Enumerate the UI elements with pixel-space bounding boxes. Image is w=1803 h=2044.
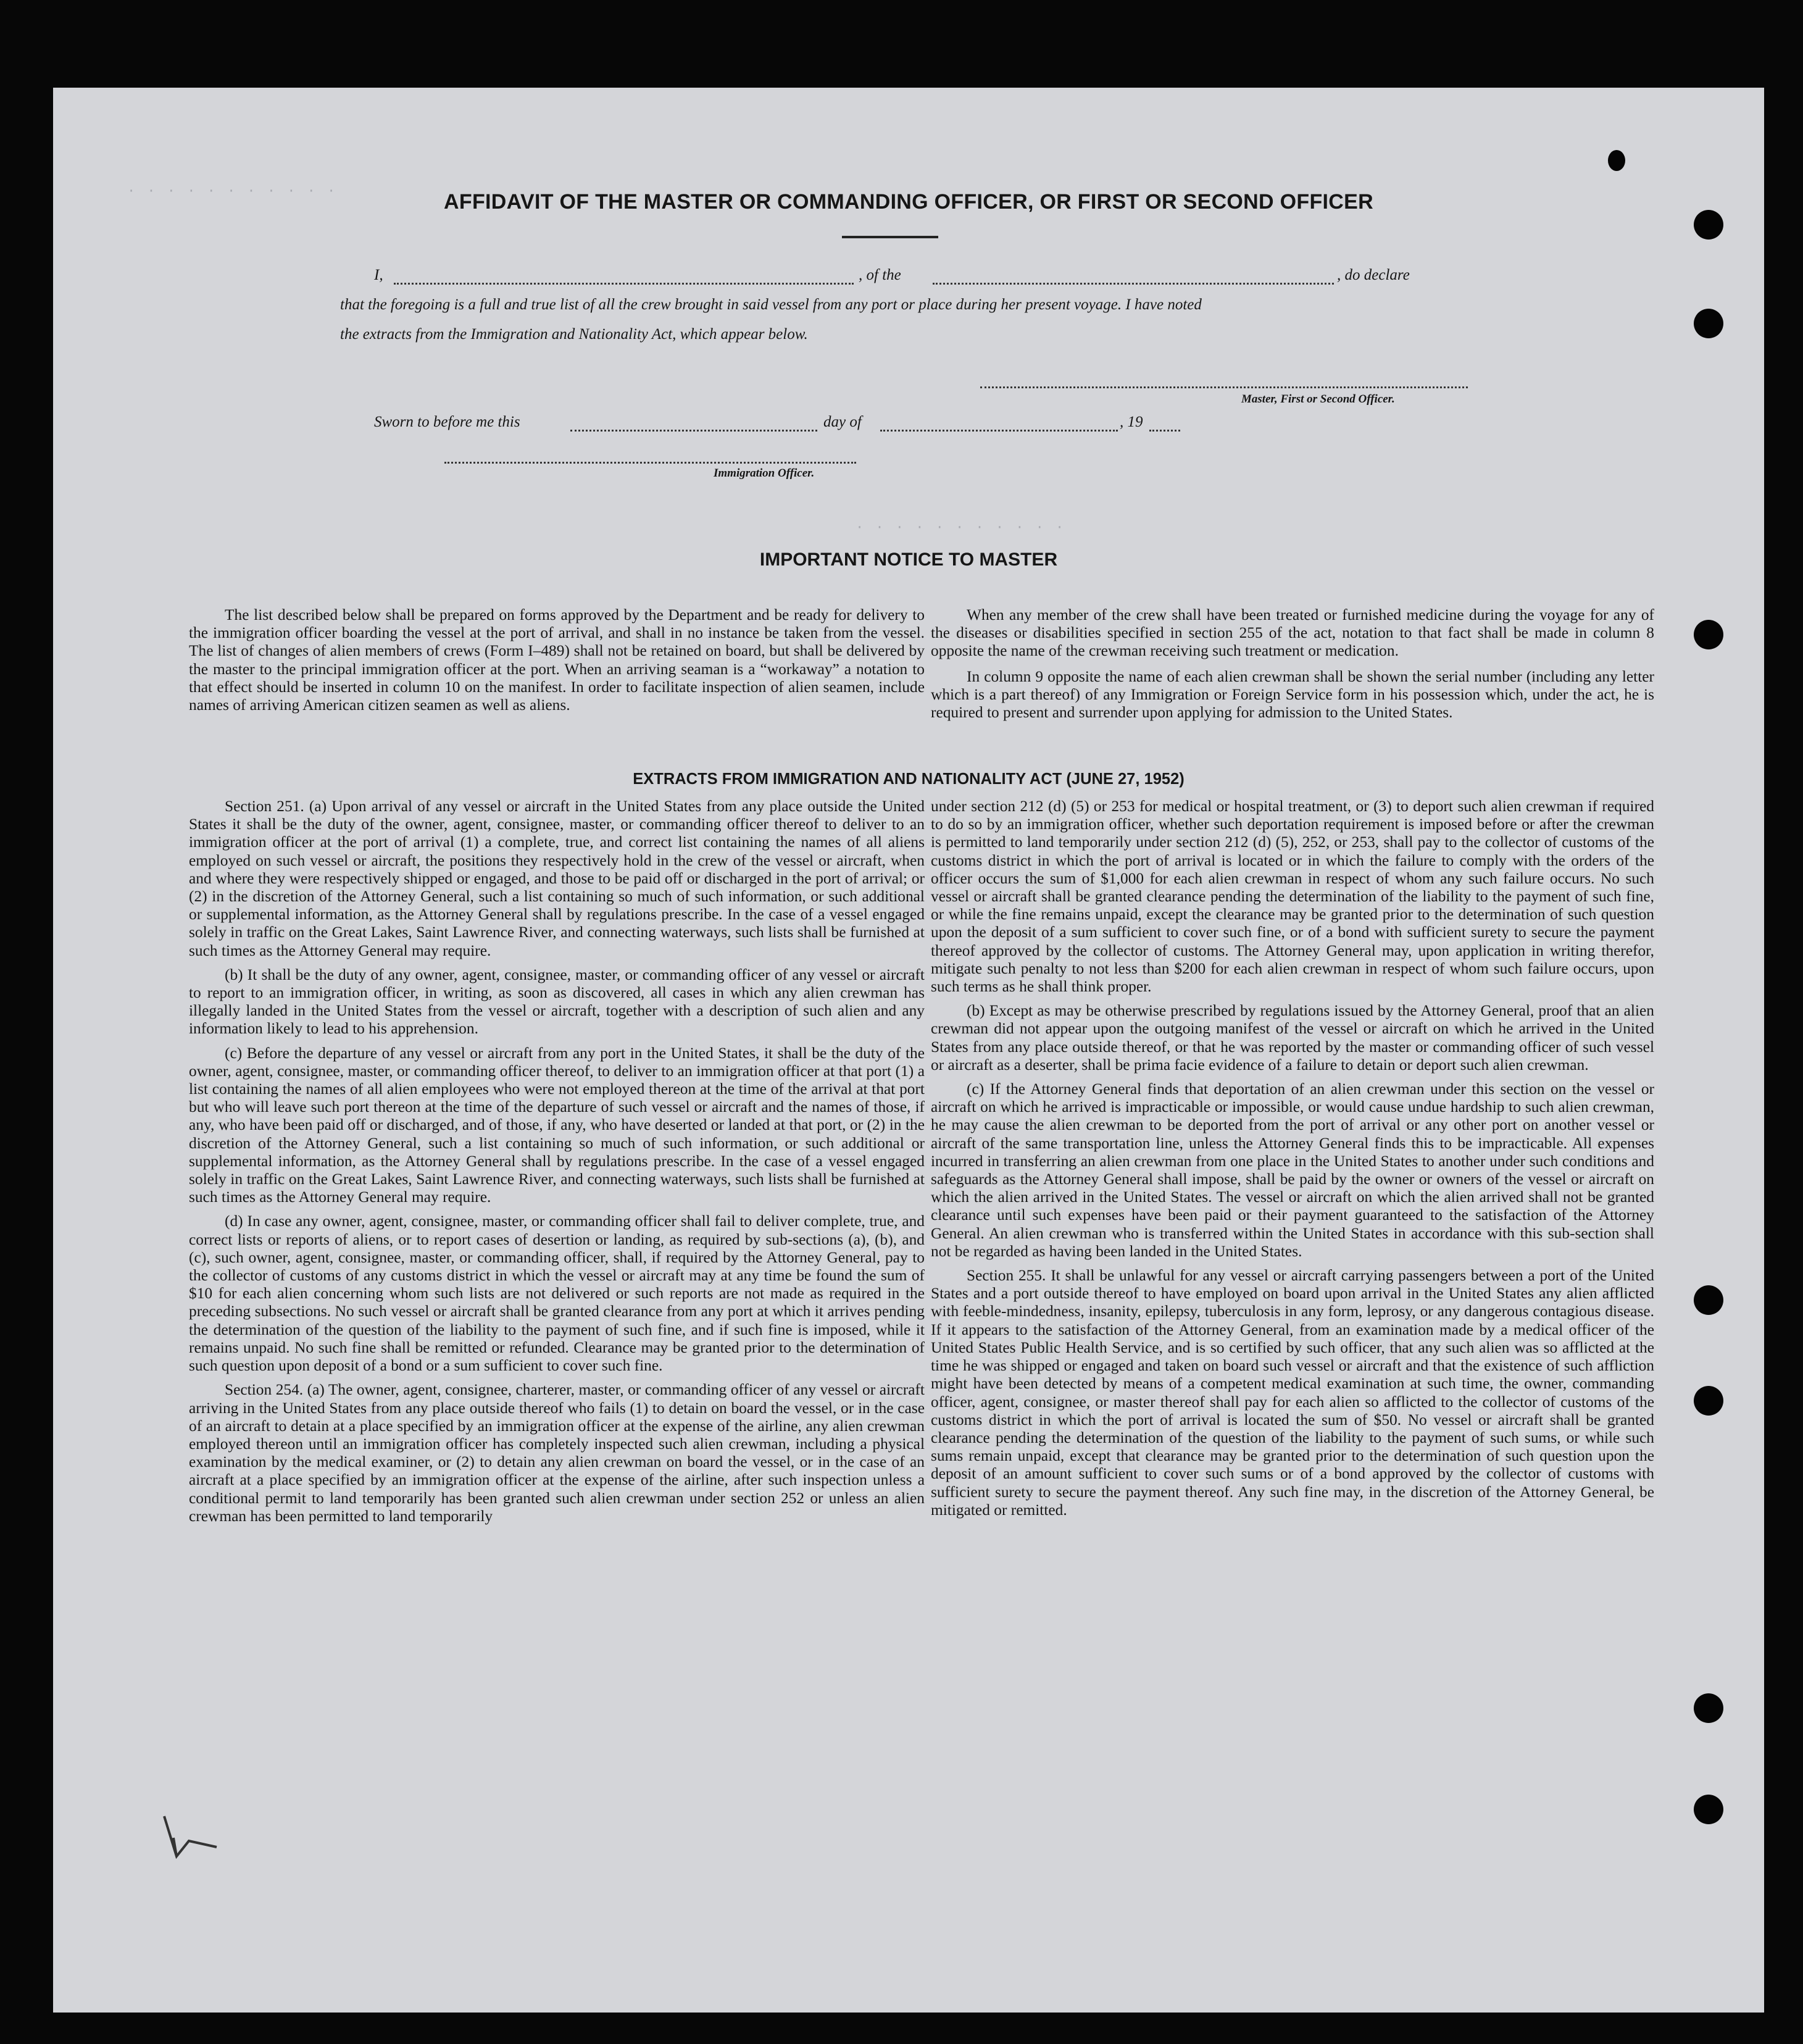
- extract-paragraph: Section 255. It shall be unlawful for any vessel or aircraft carrying passengers between a port of the United States and a port outside thereof to have employed on board upon arrival in the United States any alien afflicted with feeble-mindedness, insanity, epilepsy, tuberculosis in any form, leprosy, or any dangerous contagious disease. If it appears to the satisfaction of the Attorney General, from an examination made by a medical officer of the United States Public Health Service, and is so certified by such officer, that any such alien was so afflicted at the time he was shipped or engaged and taken on board such vessel or aircraft and that the existence of such affliction might have been detected by means of a competent medical examination at such time, the owner, commanding officer, agent, consignee, or master thereof shall pay for each alien so afflicted to the collector of customs of the customs district in which the port of arrival is located the sum of $50. No vessel or aircraft shall be granted clearance pending the determination of the question of the liability to the payment of such sums, or while such sums remain unpaid, except that clearance may be granted prior to the determination of such question upon the deposit of an amount sufficient to cover such sums or of a bond approved by the collector of customs with sufficient surety to secure the payment thereof. Any such fine may, in the discretion of the Attorney General, be mitigated or remitted.: [931, 1267, 1654, 1519]
- binder-hole: [1694, 1285, 1723, 1315]
- sworn-label: Sworn to before me this: [374, 414, 520, 430]
- sworn-day-field[interactable]: [570, 430, 817, 432]
- master-signature-caption: Master, First or Second Officer.: [1241, 393, 1395, 406]
- notice-paragraph: When any member of the crew shall have been treated or furnished medicine during the voyage for any of the diseases or disabilities specified in section 255 of the act, notation to that fact shall be made in column 8 opposite the name of the crewman receiving such treatment or medication.: [931, 606, 1654, 660]
- affidavit-statement-line-2: that the foregoing is a full and true list of all the crew brought in said vessel from any port or place during her present voyage. I have noted: [340, 296, 1202, 313]
- form-page: [53, 88, 1764, 2013]
- binder-hole: [1694, 1386, 1723, 1416]
- sworn-month-field[interactable]: [880, 430, 1118, 432]
- title-underline: [842, 236, 938, 238]
- immigration-officer-caption: Immigration Officer.: [714, 467, 815, 480]
- binder-hole: [1694, 1693, 1723, 1723]
- extract-paragraph: (b) It shall be the duty of any owner, agent, consignee, master, or commanding officer of any vessel or aircraft to report to an immigration officer, in writing, as soon as discovered, all cases in which any alien crewman has illegally landed in the United States from the vessel or aircraft, together with a description of such alien and any information likely to lead to his apprehension.: [189, 966, 925, 1038]
- extract-paragraph: (c) Before the departure of any vessel or aircraft from any port in the United States, it shall be the duty of the owner, agent, consignee, master, or commanding officer thereof, to deliver to an immigration officer at that port (1) a list containing the names of all alien employees who were not employed thereon at the time of the arrival at that port but who will leave such port thereon at the time of the departure of such vessel or aircraft and the names of those, if any, who have been paid off or discharged, and of those, if any, who have deserted or landed at that port, or (2) in the discretion of the Attorney General, such a list containing so much of such information, or such additional or supplemental information, as the Attorney General shall by regulations prescribe. In the case of a vessel engaged solely in traffic on the Great Lakes, Saint Lawrence River, and connecting waterways, such lists shall be furnished at such times as the Attorney General may require.: [189, 1044, 925, 1206]
- show-through-text: · · · · · · · · · · ·: [856, 520, 1066, 535]
- master-signature-field[interactable]: [980, 386, 1468, 388]
- binder-hole: [1694, 1795, 1723, 1824]
- extract-paragraph: (d) In case any owner, agent, consignee, master, or commanding officer shall fail to deliver complete, true, and correct lists or reports of aliens, or to report cases of desertion or landing, as required by sub-sections (a), (b), and (c), such owner, agent, consignee, master, or commanding officer, shall, if required by the Attorney General, pay to the collector of customs of any customs district in which the vessel or aircraft may at any time be found the sum of $10 for each alien concerning whom such lists are not delivered or such reports are not made as required in the preceding subsections. No such vessel or aircraft shall be granted clearance from any port at which it arrives pending the determination of the question of the liability to the payment of such fine, and if such fine is imposed, while it remains unpaid. No such fine shall be remitted or refunded. Clearance may be granted prior to the determination of such question upon deposit of a bond or a sum sufficient to cover such fine.: [189, 1212, 925, 1375]
- affidavit-declare-label: , do declare: [1337, 267, 1410, 283]
- notice-left-column: [189, 606, 925, 714]
- affidavit-statement-line-3: the extracts from the Immigration and Nationality Act, which appear below.: [340, 326, 808, 343]
- affidavit-of-the-label: , of the: [859, 267, 901, 283]
- extracts-right-column: [931, 798, 1654, 1519]
- binder-hole: [1694, 620, 1723, 649]
- show-through-text: · · · · · · · · · · ·: [127, 183, 338, 199]
- year-label: , 19: [1120, 414, 1143, 430]
- extract-paragraph: (b) Except as may be otherwise prescribed by regulations issued by the Attorney General, proof that an alien crewman did not appear upon the outgoing manifest of the vessel or aircraft on which he arrived in the United States from any place outside thereof, or that he was reported by the master or commanding officer of such vessel or aircraft as a deserter, shall be prima facie evidence of a failure to detain or deport such alien crewman.: [931, 1002, 1654, 1074]
- affidavit-i-label: I,: [374, 267, 383, 283]
- binder-hole: [1694, 309, 1723, 338]
- hand-drawn-arrow-mark: [158, 1804, 232, 1872]
- extract-paragraph: Section 251. (a) Upon arrival of any vessel or aircraft in the United States from any place outside the United States it shall be the duty of the owner, agent, consignee, master, or commanding officer thereof to deliver to an immigration officer at the port of arrival (1) a complete, true, and correct list containing the names of all aliens employed on such vessel or aircraft, the positions they respectively hold in the crew of the vessel or aircraft, when and where they were respectively shipped or engaged, and those to be paid off or discharged in the port of arrival; or (2) in the discretion of the Attorney General, such a list containing so much of such information, or such additional or supplemental information, as the Attorney General shall by regulations prescribe. In the case of a vessel engaged solely in traffic on the Great Lakes, Saint Lawrence River, and connecting waterways, such lists shall be furnished at such times as the Attorney General may require.: [189, 798, 925, 959]
- ink-blot: [1608, 150, 1625, 171]
- notice-right-column: [931, 606, 1654, 722]
- extract-paragraph: (c) If the Attorney General finds that deportation of an alien crewman under this section on the vessel or aircraft on which he arrived is impracticable or impossible, or would cause undue hardship to such alien crewman, he may cause the alien crewman to be deported from the port of arrival or any other port on another vessel or aircraft of the same transportation line, unless the Attorney General finds this to be impracticable. All expenses incurred in transferring an alien crewman from one place in the United States to another under such conditions and safeguards as the Attorney General shall impose, shall be paid by the owner or owners of the vessel or aircraft on which the alien arrived in the United States. The vessel or aircraft on which the alien arrived shall not be granted clearance until such expenses have been paid or their payment guaranteed to the satisfaction of the Attorney General. An alien crewman who is transferred within the United States in accordance with this sub-section shall not be regarded as having been landed in the United States.: [931, 1080, 1654, 1260]
- extract-paragraph: under section 212 (d) (5) or 253 for medical or hospital treatment, or (3) to deport such alien crewman if required to do so by an immigration officer, whether such deportation requirement is imposed before or after the crewman is permitted to land temporarily under section 212 (d) (5), 252, or 253, shall pay to the collector of customs of the customs district in which the port of arrival is located or in which the failure to comply with the orders of the officer occurs the sum of $1,000 for each alien crewman in respect of whom any such failure occurs. No such vessel or aircraft shall be granted clearance pending the determination of the liability to the payment of such fine, or while the fine remains unpaid, except the clearance may be granted prior to the determination of such question upon the deposit of a sum sufficient to cover such fine, or of a bond with sufficient surety to secure the payment thereof approved by the collector of customs. The Attorney General may, upon application in writing therefor, mitigate such penalty to not less than $200 for each alien crewman in respect of whom such failure occurs, upon such terms as he shall think proper.: [931, 798, 1654, 996]
- binder-hole: [1694, 210, 1723, 240]
- extract-paragraph: Section 254. (a) The owner, agent, consignee, charterer, master, or commanding officer of any vessel or aircraft arriving in the United States from any place outside thereof who fails (1) to detain on board the vessel, or in the case of an aircraft to detain at a place specified by an immigration officer at the expense of the airline, any alien crewman employed thereon until an immigration officer has completely inspected such alien crewman, including a physical examination by the medical examiner, or (2) to detain any alien crewman on board the vessel, or in the case of an aircraft at a place specified by an immigration officer at the expense of the airline, after such inspection unless a conditional permit to land temporarily has been granted such alien crewman under section 252 or unless an alien crewman has been permitted to land temporarily: [189, 1381, 925, 1525]
- vessel-name-field[interactable]: [933, 283, 1334, 285]
- notice-paragraph: The list described below shall be prepared on forms approved by the Department and be ready for delivery to the immigration officer boarding the vessel at the port of arrival, and shall in no instance be taken from the vessel. The list of changes of alien members of crews (Form I–489) shall not be retained on board, but shall be delivered by the master to the principal immigration officer at the port. When an arriving seaman is a “workaway” a notation to that effect should be inserted in column 10 on the manifest. In order to facilitate inspection of alien seamen, include names of arriving American citizen seamen as well as aliens.: [189, 606, 925, 714]
- sworn-year-field[interactable]: [1149, 430, 1180, 432]
- immigration-officer-signature-field[interactable]: [444, 462, 856, 464]
- extracts-left-column: [189, 798, 925, 1525]
- affidavit-title: AFFIDAVIT OF THE MASTER OR COMMANDING OFFICER, OR FIRST OR SECOND OFFICER: [444, 190, 1373, 214]
- extracts-title: EXTRACTS FROM IMMIGRATION AND NATIONALITY ACT (JUNE 27, 1952): [633, 770, 1185, 788]
- notice-paragraph: In column 9 opposite the name of each alien crewman shall be shown the serial number (including any letter which is a part thereof) of any Immigration or Foreign Service form in his possession which, under the act, he is required to present and surrender upon applying for admission to the United States.: [931, 667, 1654, 722]
- notice-title: IMPORTANT NOTICE TO MASTER: [759, 549, 1058, 570]
- day-of-label: day of: [823, 414, 862, 430]
- name-field[interactable]: [394, 283, 854, 285]
